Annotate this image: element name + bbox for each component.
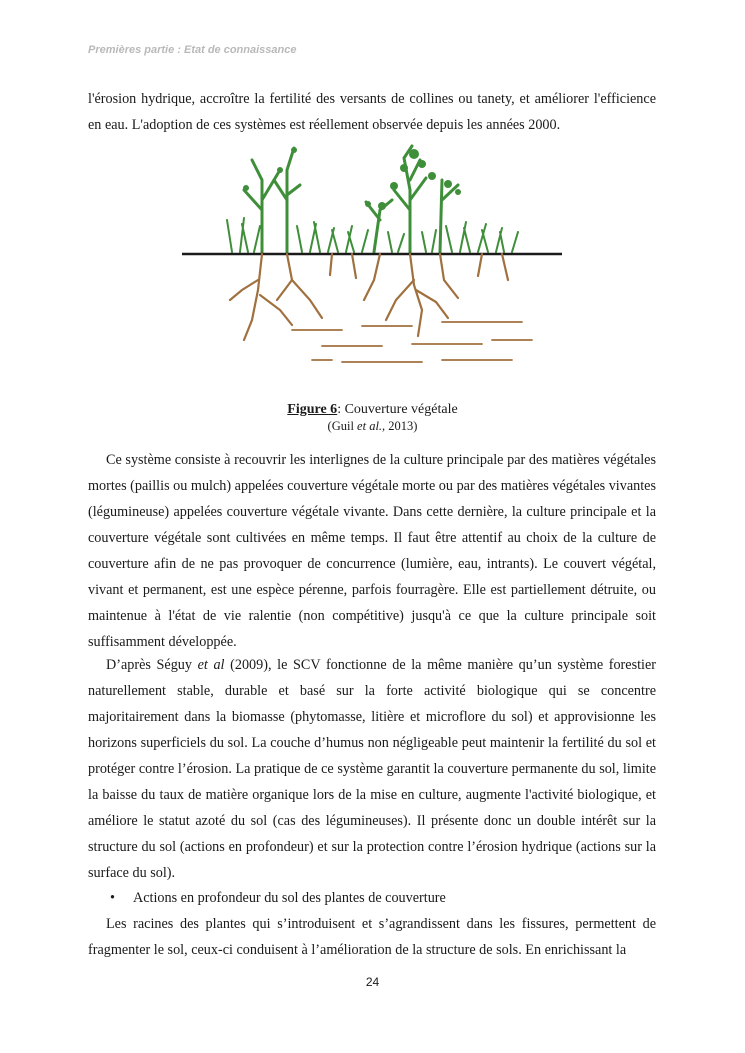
paragraph-seguy-rest: (2009), le SCV fonctionne de la même manière qu’un système forestier naturellement stable, durable et basé sur la forte activité biologique qui se concentre majoritairement dans la biomasse (phytomasse, litière et microflore du sol) et approvisionne les horizons superficiels du sol. La couche d’humus non négligeable peut maintenir la fertilité du sol et protéger contre l’érosion. La pratique de ce système garantit la couverture permanente du sol, limite la baisse du taux de matière organique lors de la mise en culture, augmente l'activité biologique, et améliore le statut azoté du sol (cas des légumineuses). Il présente donc un double intérêt sur la structure du sol (actions en profondeur) et sur la protection contre l’érosion hydrique (actions sur la surface du sol). xyxy=(88,657,656,881)
running-header: Premières partie : Etat de connaissance xyxy=(88,44,297,56)
bullet-symbol: • xyxy=(110,890,115,906)
paragraph-seguy-scv xyxy=(88,652,656,886)
figure-source xyxy=(0,418,745,434)
bullet-text: Actions en profondeur du sol des plantes de couverture xyxy=(133,890,446,906)
paragraph-intro: l'érosion hydrique, accroître la fertilité des versants de collines ou tanety, et améliorer l'efficience en eau. L'adoption de ces systèmes est réellement observée depuis les années 2000. xyxy=(88,91,656,133)
figure-source-italic: et al., xyxy=(357,419,386,433)
paragraph-seguy-start: D’après Séguy xyxy=(106,657,198,673)
paragraph-roots: Les racines des plantes qui s’introduisent et s’agrandissent dans les fissures, permettent de fragmenter le sol, ceux-ci conduisent à l’amélioration de la structure de sols. En enrichissant la xyxy=(88,916,656,958)
figure-source-open: (Guil xyxy=(327,419,358,433)
figure-title: Couverture végétale xyxy=(344,402,458,417)
plant-roots xyxy=(230,254,508,340)
figure-source-close: 2013) xyxy=(385,419,418,433)
page-number: 24 xyxy=(365,975,380,989)
plant-shoots xyxy=(244,146,458,252)
paragraph-system-description: Ce système consiste à recouvrir les interlignes de la culture principale par des matières végétales mortes (paillis ou mulch) appelées couverture végétale morte ou par des matières végétales vivantes (légumineuse) appelées couverture végétale vivante. Dans cette dernière, la culture principale et la couverture végétale sont cultivées en même temps. Il faut être attentif au choix de la culture de couverture afin de ne pas provoquer de concurrence (lumière, eau, intrants). Le couvert végétal, vivant et permanent, est une espèce pérenne, parfois fourragère. Elle est partiellement détruite, ou maintenue à l'état de vie ralentie (non compétitive) jusqu'à ce que la culture principale soit suffisamment développée. xyxy=(88,452,656,650)
figure-label: Figure 6 xyxy=(287,402,338,417)
ground-cover-grass xyxy=(227,218,518,252)
paragraph-seguy-etal: et al xyxy=(197,657,225,673)
figure-caption-separator: : xyxy=(337,402,345,417)
figure-caption xyxy=(0,401,745,419)
figure-plant-cover-illustration xyxy=(182,140,564,380)
soil-layer-dashes xyxy=(292,322,532,362)
bullet-item xyxy=(88,885,656,911)
